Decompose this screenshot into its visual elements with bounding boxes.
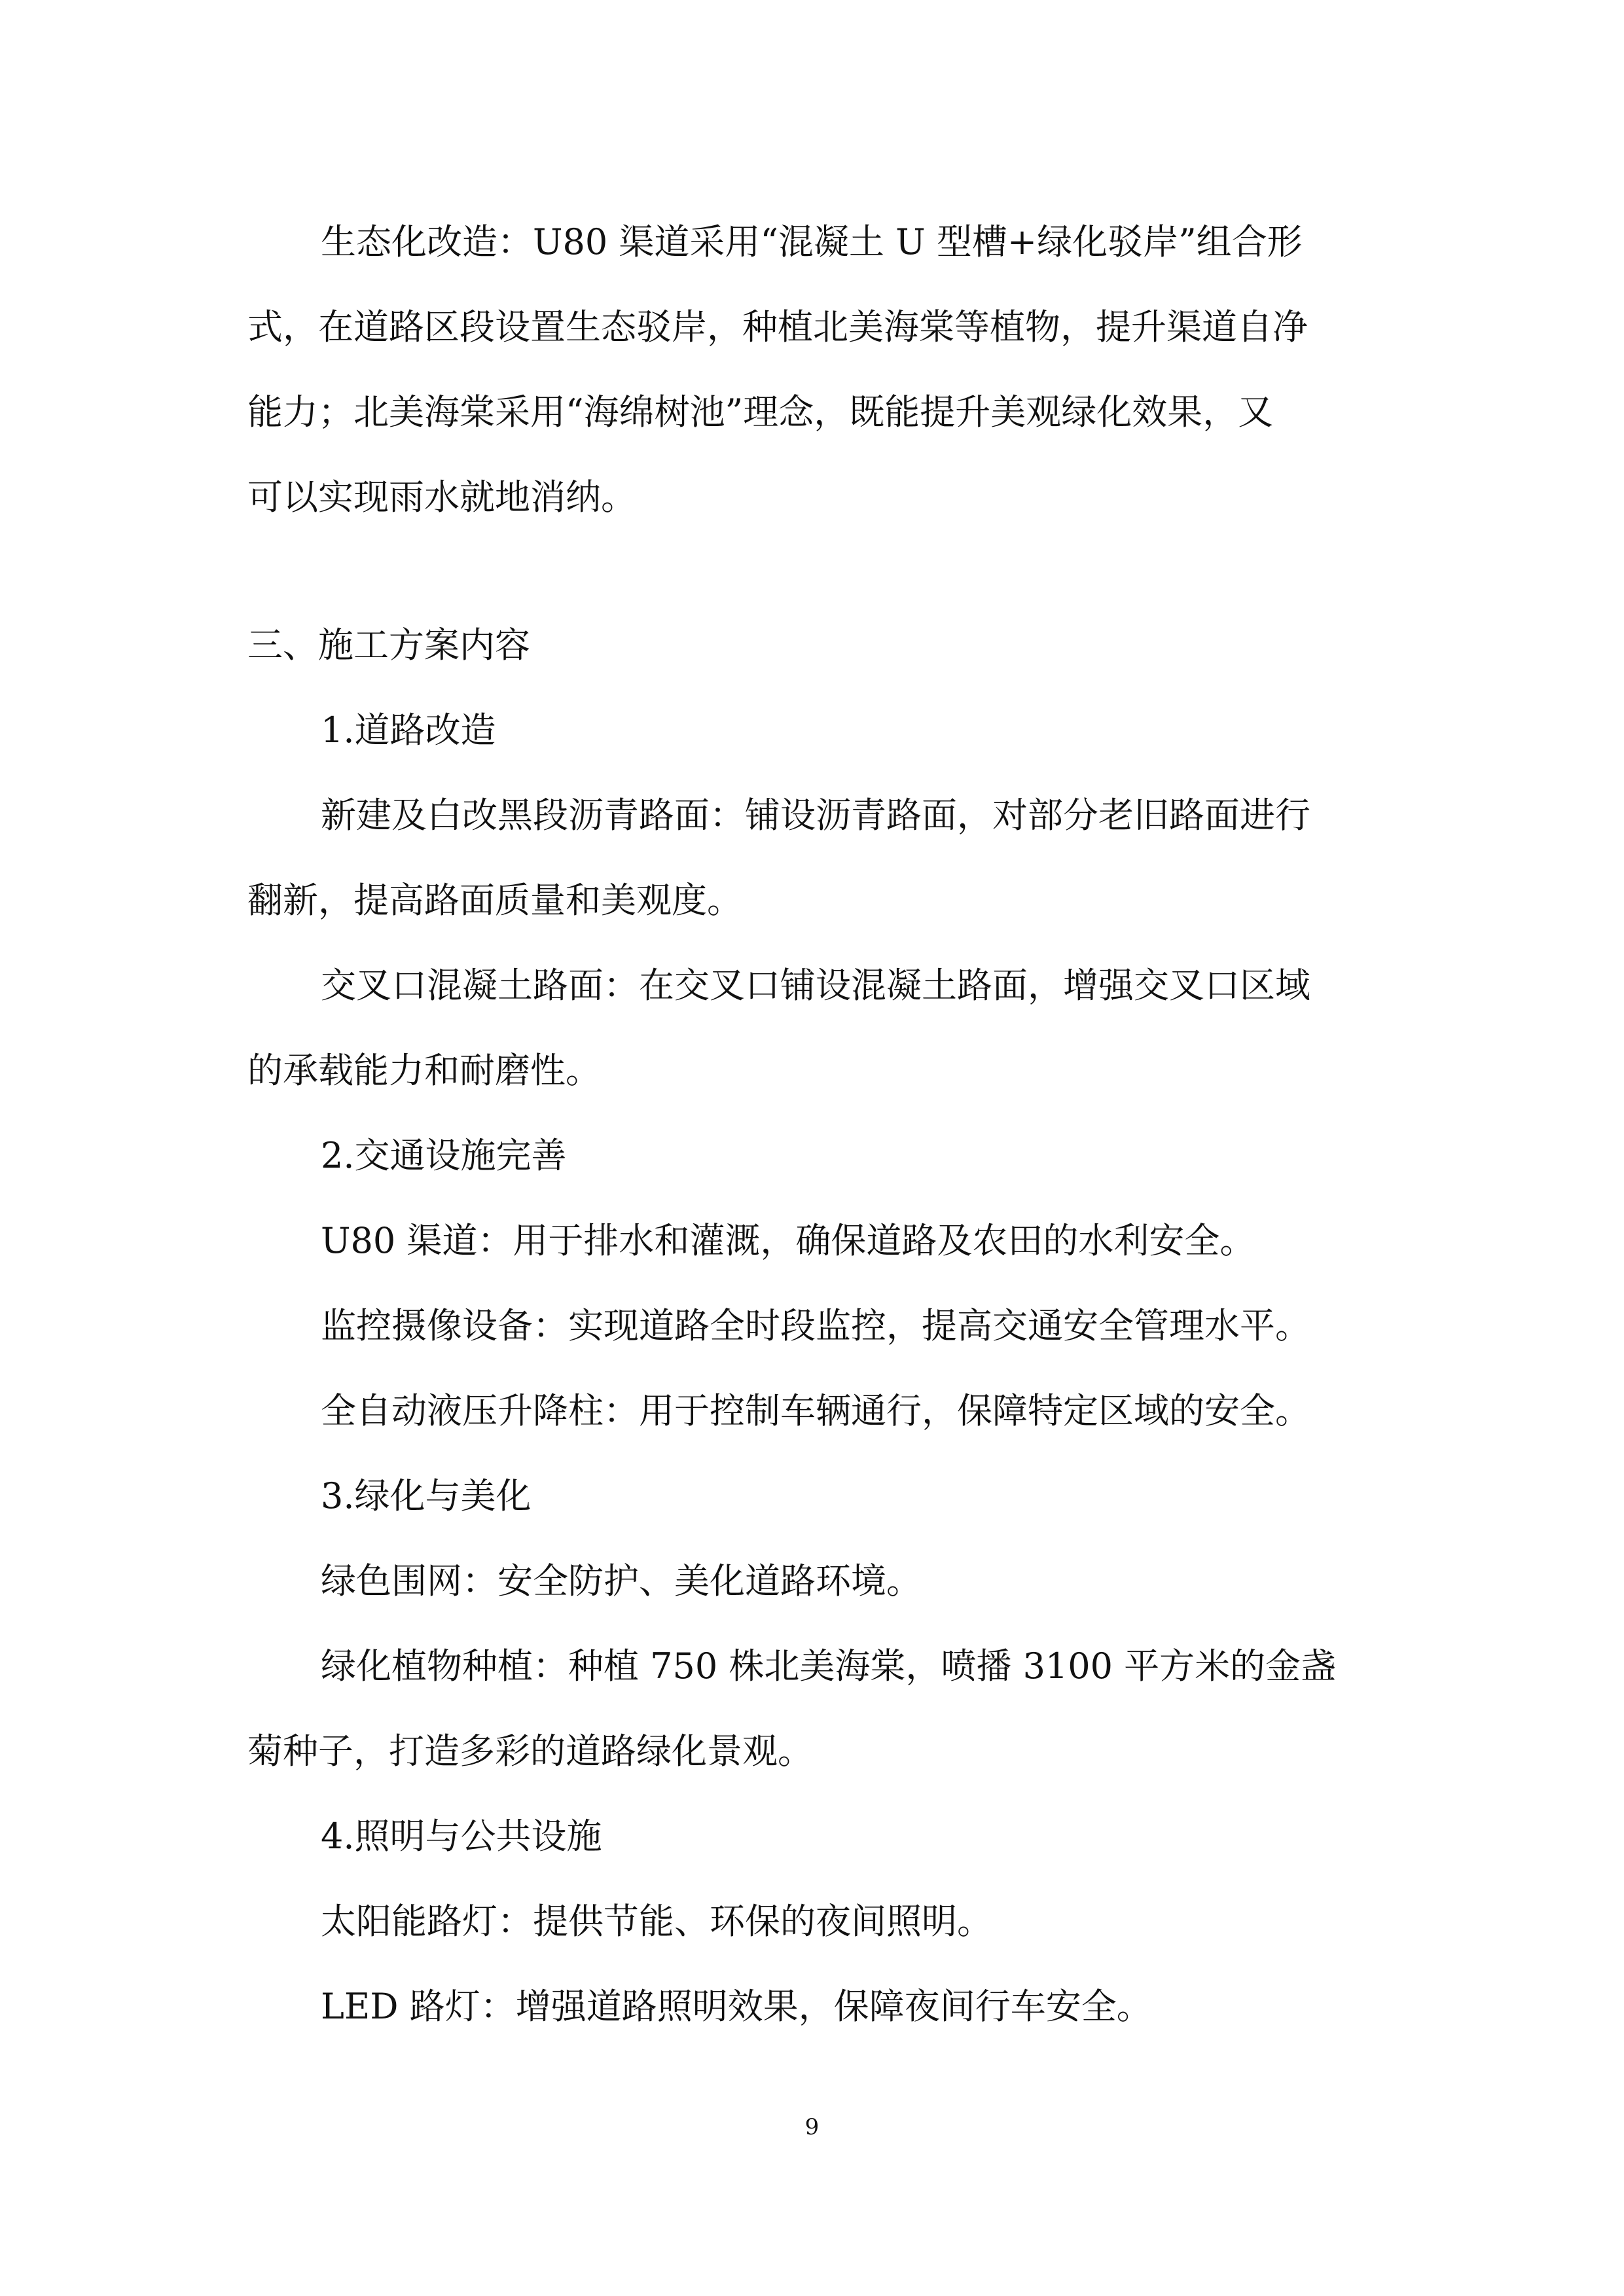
paragraph-line: 式，在道路区段设置生态驳岸，种植北美海棠等植物，提升渠道自净 [247, 306, 1308, 348]
subsection-heading: 2.交通设施完善 [321, 1135, 567, 1176]
subsection-heading: 4.照明与公共设施 [321, 1816, 602, 1857]
paragraph-line: 交叉口混凝土路面：在交叉口铺设混凝土路面，增强交叉口区域 [321, 965, 1310, 1006]
paragraph-line: 太阳能路灯：提供节能、环保的夜间照明。 [321, 1901, 992, 1942]
paragraph-line: 绿化植物种植：种植 750 株北美海棠，喷播 3100 平方米的金盏 [321, 1645, 1337, 1687]
paragraph-line: LED 路灯：增强道路照明效果，保障夜间行车安全。 [321, 1986, 1152, 2027]
paragraph-line: 生态化改造：U80 渠道采用“混凝土 U 型槽+绿化驳岸”组合形 [321, 221, 1303, 262]
paragraph-line: 新建及白改黑段沥青路面：铺设沥青路面，对部分老旧路面进行 [321, 795, 1310, 836]
subsection-heading: 3.绿化与美化 [321, 1475, 532, 1516]
paragraph-line: 菊种子，打造多彩的道路绿化景观。 [247, 1731, 813, 1772]
paragraph-line: 翻新，提高路面质量和美观度。 [247, 880, 742, 921]
section-heading: 三、施工方案内容 [247, 624, 530, 666]
paragraph-line: 监控摄像设备：实现道路全时段监控，提高交通安全管理水平。 [321, 1305, 1310, 1346]
paragraph-line: 能力；北美海棠采用“海绵树池”理念，既能提升美观绿化效果，又 [247, 391, 1274, 433]
paragraph-line: 的承载能力和耐磨性。 [247, 1050, 601, 1091]
subsection-heading: 1.道路改造 [321, 709, 496, 751]
page-number: 9 [804, 2114, 820, 2140]
paragraph-line: 可以实现雨水就地消纳。 [247, 476, 636, 518]
paragraph-line: 全自动液压升降柱：用于控制车辆通行，保障特定区域的安全。 [321, 1390, 1310, 1431]
paragraph-line: U80 渠道：用于排水和灌溉，确保道路及农田的水利安全。 [321, 1220, 1255, 1261]
paragraph-line: 绿色围网：安全防护、美化道路环境。 [321, 1560, 922, 1602]
